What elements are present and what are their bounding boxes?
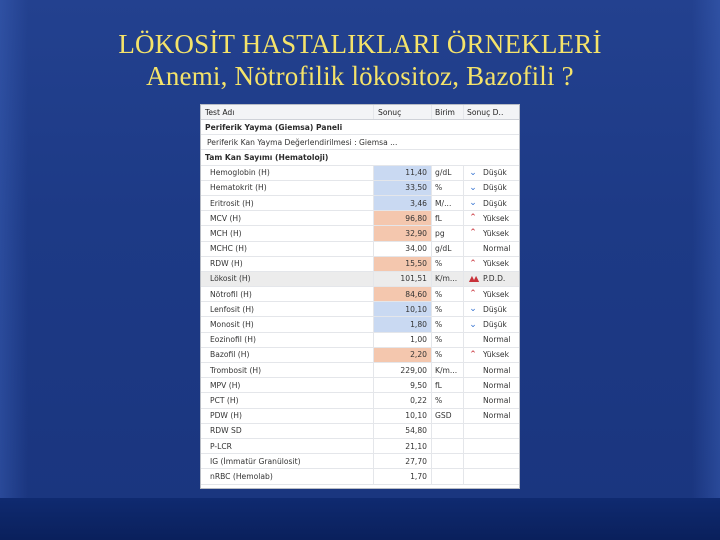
status-cell xyxy=(463,378,519,392)
table-row[interactable] xyxy=(201,287,519,302)
table-row[interactable] xyxy=(201,378,519,393)
header-status[interactable]: Sonuç D.. xyxy=(463,105,519,119)
unit-cell: g/dL xyxy=(431,166,463,180)
section-row-cbc[interactable] xyxy=(201,150,519,165)
test-name-cell: PCT (H) xyxy=(210,395,239,405)
unit-cell xyxy=(431,469,463,483)
section-label: Tam Kan Sayımı (Hematoloji) xyxy=(205,152,329,162)
arrow-down-icon: ⌄ xyxy=(469,319,477,330)
status-cell xyxy=(463,393,519,407)
table-row[interactable] xyxy=(201,302,519,317)
unit-cell xyxy=(431,454,463,468)
status-cell xyxy=(463,211,519,225)
test-name-cell: MPV (H) xyxy=(210,380,241,390)
result-cell: 1,80 xyxy=(373,317,431,331)
slide-title-line2: Anemi, Nötrofilik lökositoz, Bazofili ? xyxy=(146,61,574,91)
result-cell: 11,40 xyxy=(373,166,431,180)
arrow-up-icon: ⌃ xyxy=(469,228,477,239)
test-name-cell: RDW (H) xyxy=(210,259,243,269)
status-label: Normal xyxy=(483,365,511,375)
status-cell xyxy=(463,257,519,271)
status-cell xyxy=(463,196,519,210)
unit-cell: % xyxy=(431,317,463,331)
arrow-down-icon: ⌄ xyxy=(469,167,477,178)
status-label: P.D.D. xyxy=(483,274,506,284)
arrow-up-icon: ⌃ xyxy=(469,258,477,269)
status-label: Yüksek xyxy=(483,289,510,299)
header-test-name[interactable]: Test Adı xyxy=(205,107,235,117)
result-cell: 15,50 xyxy=(373,257,431,271)
status-cell xyxy=(463,181,519,195)
table-row[interactable] xyxy=(201,439,519,454)
status-label: Normal xyxy=(483,380,511,390)
status-cell xyxy=(463,409,519,423)
result-cell: 54,80 xyxy=(373,424,431,438)
test-name-cell: Hematokrit (H) xyxy=(210,183,267,193)
status-label: Düşük xyxy=(483,320,507,330)
status-label: Normal xyxy=(483,411,511,421)
table-row[interactable] xyxy=(201,393,519,408)
table-row[interactable] xyxy=(201,317,519,332)
result-cell: 10,10 xyxy=(373,302,431,316)
table-row[interactable] xyxy=(201,424,519,439)
table-row[interactable] xyxy=(201,454,519,469)
status-cell xyxy=(463,333,519,347)
arrow-up-icon: ⌃ xyxy=(469,289,477,300)
table-row[interactable] xyxy=(201,333,519,348)
status-cell xyxy=(463,242,519,256)
row-label: Periferik Kan Yayma Değerlendirilmesi : Giemsa ... xyxy=(207,137,398,147)
test-name-cell: Hemoglobin (H) xyxy=(210,168,270,178)
status-cell xyxy=(463,166,519,180)
header-result[interactable]: Sonuç xyxy=(373,105,431,119)
status-cell xyxy=(463,363,519,377)
unit-cell xyxy=(431,439,463,453)
test-name-cell: Eozinofil (H) xyxy=(210,335,256,345)
result-cell: 9,50 xyxy=(373,378,431,392)
test-name-cell: MCV (H) xyxy=(210,213,242,223)
status-cell xyxy=(463,348,519,362)
status-cell xyxy=(463,424,519,438)
arrow-up-icon: ⌃ xyxy=(469,349,477,360)
result-cell: 33,50 xyxy=(373,181,431,195)
test-name-cell: MCHC (H) xyxy=(210,244,247,254)
result-cell: 3,46 xyxy=(373,196,431,210)
status-cell xyxy=(463,302,519,316)
test-name-cell: PDW (H) xyxy=(210,411,242,421)
status-label: Normal xyxy=(483,244,511,254)
arrow-down-icon: ⌄ xyxy=(469,198,477,209)
result-cell: 0,22 xyxy=(373,393,431,407)
arrow-up-icon: ⌃ xyxy=(469,213,477,224)
unit-cell: K/m... xyxy=(431,363,463,377)
unit-cell: % xyxy=(431,257,463,271)
unit-cell: fL xyxy=(431,378,463,392)
slide-title-line1: LÖKOSİT HASTALIKLARI ÖRNEKLERİ xyxy=(118,29,602,59)
status-cell xyxy=(463,272,519,286)
result-cell: 1,00 xyxy=(373,333,431,347)
status-cell xyxy=(463,469,519,483)
test-name-cell: nRBC (Hemolab) xyxy=(210,471,273,481)
result-cell: 1,70 xyxy=(373,469,431,483)
unit-cell: g/dL xyxy=(431,242,463,256)
unit-cell: M/... xyxy=(431,196,463,210)
test-name-cell: Bazofil (H) xyxy=(210,350,250,360)
unit-cell: % xyxy=(431,287,463,301)
table-row[interactable] xyxy=(201,181,519,196)
result-cell: 96,80 xyxy=(373,211,431,225)
status-label: Yüksek xyxy=(483,259,510,269)
test-name-cell: Trombosit (H) xyxy=(210,365,262,375)
double-arrow-up-icon: ▲▲ xyxy=(468,274,478,284)
result-cell: 10,10 xyxy=(373,409,431,423)
status-label: Düşük xyxy=(483,168,507,178)
status-label: Normal xyxy=(483,335,511,345)
unit-cell: % xyxy=(431,393,463,407)
test-name-cell: RDW SD xyxy=(210,426,242,436)
table-row[interactable] xyxy=(201,166,519,181)
result-cell: 27,70 xyxy=(373,454,431,468)
unit-cell: % xyxy=(431,333,463,347)
unit-cell: % xyxy=(431,348,463,362)
test-name-cell: P-LCR xyxy=(210,441,232,451)
table-row[interactable] xyxy=(201,226,519,241)
result-cell: 32,90 xyxy=(373,226,431,240)
test-name-cell: Eritrosit (H) xyxy=(210,198,254,208)
status-cell xyxy=(463,439,519,453)
result-cell: 2,20 xyxy=(373,348,431,362)
status-label: Yüksek xyxy=(483,213,510,223)
lab-results-table xyxy=(200,104,520,489)
table-row-smear-evaluation[interactable] xyxy=(201,135,519,150)
header-unit[interactable]: Birim xyxy=(431,105,463,119)
test-name-cell: Lökosit (H) xyxy=(210,274,251,284)
footer-bar xyxy=(0,498,720,540)
section-row-peripheral-smear[interactable] xyxy=(201,120,519,135)
table-row[interactable] xyxy=(201,363,519,378)
status-label: Düşük xyxy=(483,198,507,208)
unit-cell: % xyxy=(431,302,463,316)
status-cell xyxy=(463,226,519,240)
test-name-cell: MCH (H) xyxy=(210,228,242,238)
test-name-cell: Nötrofil (H) xyxy=(210,289,252,299)
table-row[interactable] xyxy=(201,409,519,424)
unit-cell: fL xyxy=(431,211,463,225)
unit-cell: GSD xyxy=(431,409,463,423)
status-cell xyxy=(463,317,519,331)
result-cell: 34,00 xyxy=(373,242,431,256)
table-row[interactable] xyxy=(201,257,519,272)
table-row[interactable] xyxy=(201,469,519,484)
table-row[interactable] xyxy=(201,211,519,226)
result-cell: 101,51 xyxy=(373,272,431,286)
unit-cell xyxy=(431,424,463,438)
result-cell: 229,00 xyxy=(373,363,431,377)
unit-cell: % xyxy=(431,181,463,195)
test-name-cell: Monosit (H) xyxy=(210,320,254,330)
table-row[interactable] xyxy=(201,272,519,287)
test-name-cell: Lenfosit (H) xyxy=(210,304,254,314)
unit-cell: pg xyxy=(431,226,463,240)
status-cell xyxy=(463,454,519,468)
table-row[interactable] xyxy=(201,196,519,211)
result-cell: 84,60 xyxy=(373,287,431,301)
status-label: Yüksek xyxy=(483,228,510,238)
section-label: Periferik Yayma (Giemsa) Paneli xyxy=(205,122,343,132)
result-cell: 21,10 xyxy=(373,439,431,453)
slide-title xyxy=(0,28,720,92)
table-row[interactable] xyxy=(201,348,519,363)
table-header xyxy=(201,105,519,120)
status-label: Düşük xyxy=(483,304,507,314)
arrow-down-icon: ⌄ xyxy=(469,304,477,315)
table-row[interactable] xyxy=(201,242,519,257)
arrow-down-icon: ⌄ xyxy=(469,182,477,193)
unit-cell: K/m... xyxy=(431,272,463,286)
status-label: Yüksek xyxy=(483,350,510,360)
status-cell xyxy=(463,287,519,301)
test-name-cell: IG (İmmatür Granülosit) xyxy=(210,456,301,466)
status-label: Normal xyxy=(483,395,511,405)
status-label: Düşük xyxy=(483,183,507,193)
